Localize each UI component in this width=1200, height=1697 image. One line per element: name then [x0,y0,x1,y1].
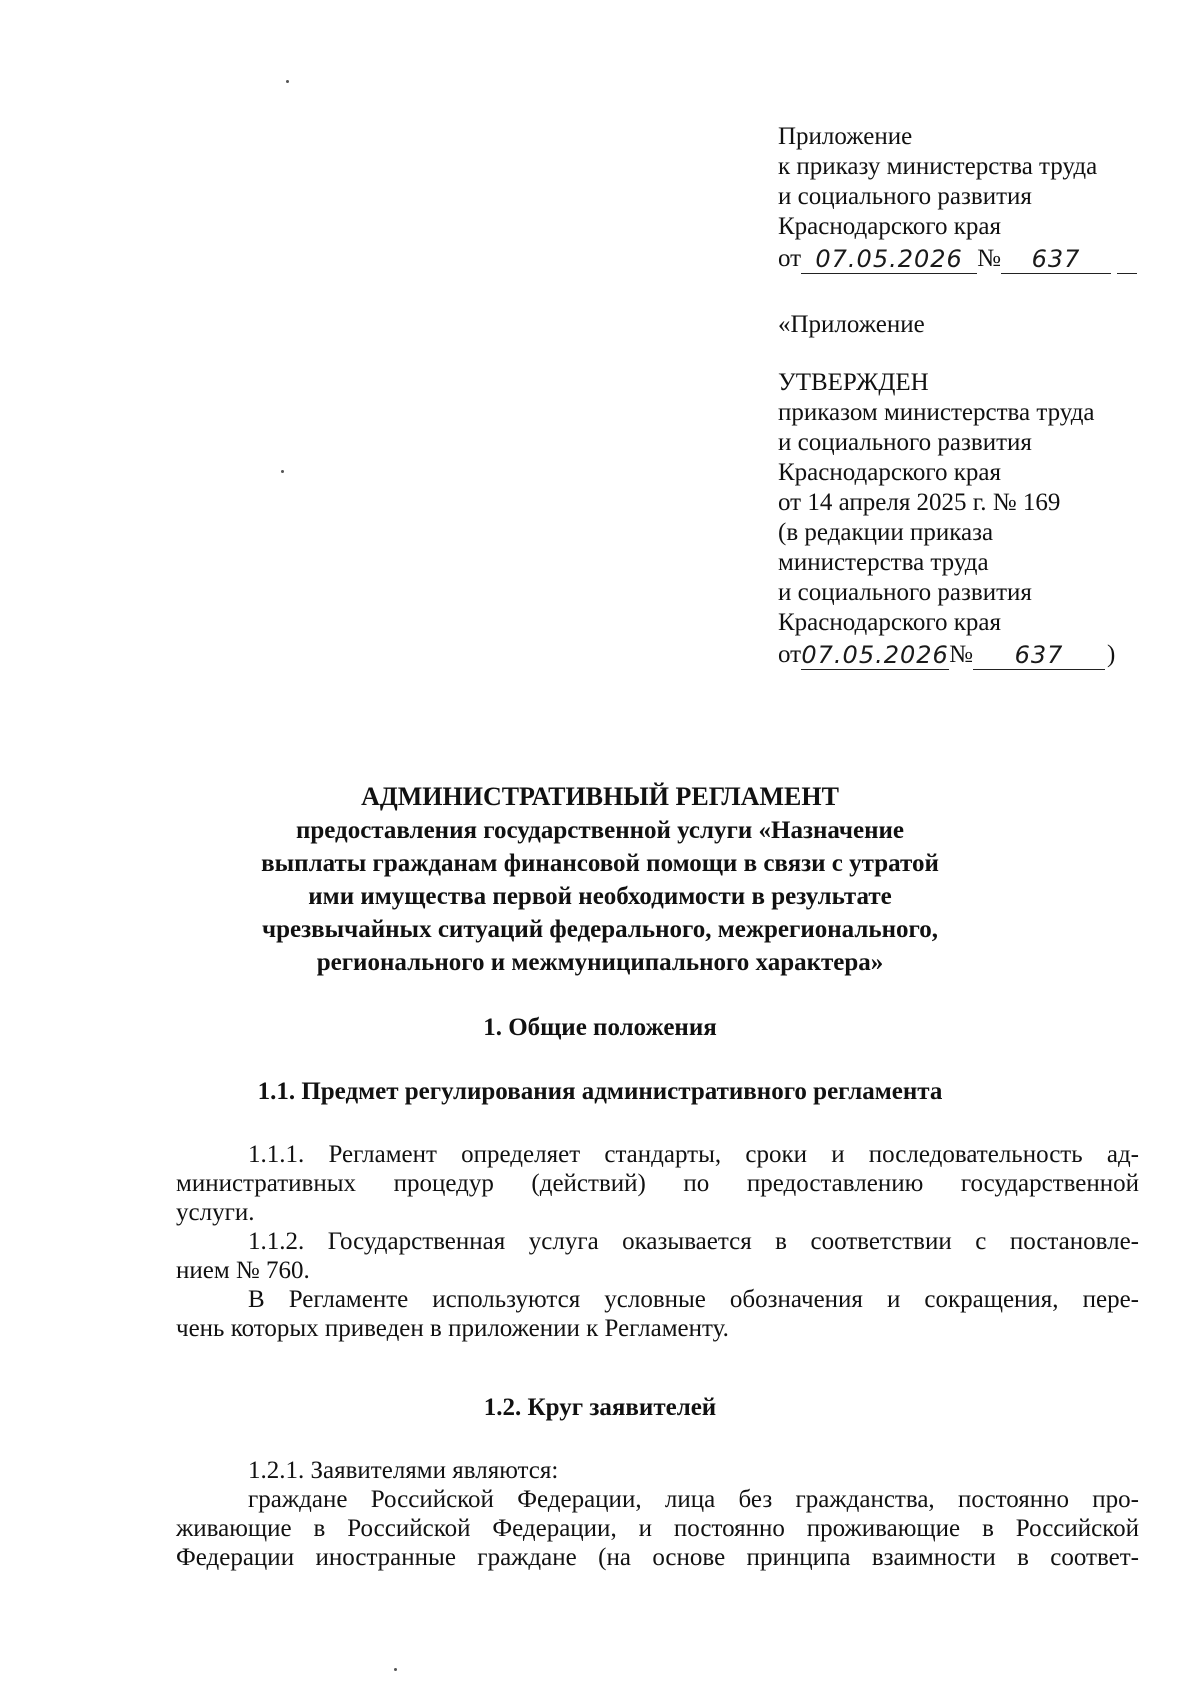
body-line: 1.1.2. Государственная услуга оказывается в соответствии с постановле- [248,1228,1139,1255]
header-block [778,122,1178,670]
body-line: министративных процедур (действий) по предоставлению государственной [176,1170,1139,1197]
section-1-1-body [176,1140,1139,1343]
section-heading-1: 1. Общие положения [483,1014,717,1041]
header-line-4: Краснодарского края [778,213,1001,240]
approval-date-row [778,638,1178,670]
handwritten-number: 637 [1001,245,1111,274]
approval-line-4: от 14 апреля 2025 г. № 169 [778,489,1061,516]
body-line: 1.1.1. Регламент определяет стандарты, сроки и последовательность ад- [248,1141,1139,1168]
approval-line-5: (в редакции приказа [778,519,994,546]
scan-speck [281,470,284,473]
scan-speck [394,1668,397,1671]
approval-line-1: приказом министерства труда [778,399,1095,426]
body-line: нием № 760. [176,1257,310,1284]
approval-line-3: Краснодарского края [778,459,1001,486]
document-title [160,780,1040,979]
body-line: услуги. [176,1199,255,1226]
from-prefix: от [778,245,802,272]
body-line: граждане Российской Федерации, лица без гражданства, постоянно про- [248,1486,1139,1513]
handwritten-date: 07.05.2026 [801,641,949,669]
scan-speck [286,80,289,83]
section-1-2-body [176,1456,1139,1572]
body-line: Федерации иностранные граждане (на основе принципа взаимности в соответ- [176,1544,1139,1571]
number-sign: № [949,641,973,668]
body-line: В Регламенте используются условные обозначения и сокращения, пере- [248,1286,1139,1313]
title-main: АДМИНИСТРАТИВНЫЙ РЕГЛАМЕНТ [361,782,839,811]
number-sign: № [977,245,1001,272]
title-sub-1: предоставления государственной услуги «Назначение [295,817,905,844]
underline-tail [1117,249,1137,274]
approval-line-7: и социального развития [778,579,1032,606]
approval-line-6: министерства труда [778,549,989,576]
title-sub-3: ими имущества первой необходимости в результате [308,883,892,910]
from-prefix: от [778,641,802,668]
header-line-3: и социального развития [778,183,1032,210]
section-heading-1-1: 1.1. Предмет регулирования административного регламента [257,1078,943,1105]
appendix-label: Приложение [778,123,913,150]
body-line: 1.2.1. Заявителями являются: [248,1457,559,1484]
approval-line-8: Краснодарского края [778,609,1001,636]
close-paren: ) [1106,641,1116,668]
handwritten-date: 07.05.2026 [801,245,977,274]
approval-line-2: и социального развития [778,429,1032,456]
header-date-row [778,242,1178,274]
body-line: живающие в Российской Федерации, и постоянно проживающие в Российской [176,1515,1139,1542]
approval-appendix-quote: «Приложение [778,311,925,338]
body-line: чень которых приведен в приложении к Регламенту. [176,1315,729,1342]
approved-label: УТВЕРЖДЕН [778,369,929,396]
header-line-2: к приказу министерства труда [778,153,1098,180]
title-sub-4: чрезвычайных ситуаций федерального, межрегионального, [261,916,938,943]
title-sub-2: выплаты гражданам финансовой помощи в связи с утратой [261,850,939,877]
section-heading-1-2: 1.2. Круг заявителей [483,1394,717,1421]
title-sub-5: регионального и межмуниципального характера» [316,949,884,976]
handwritten-number: 637 [973,641,1105,670]
